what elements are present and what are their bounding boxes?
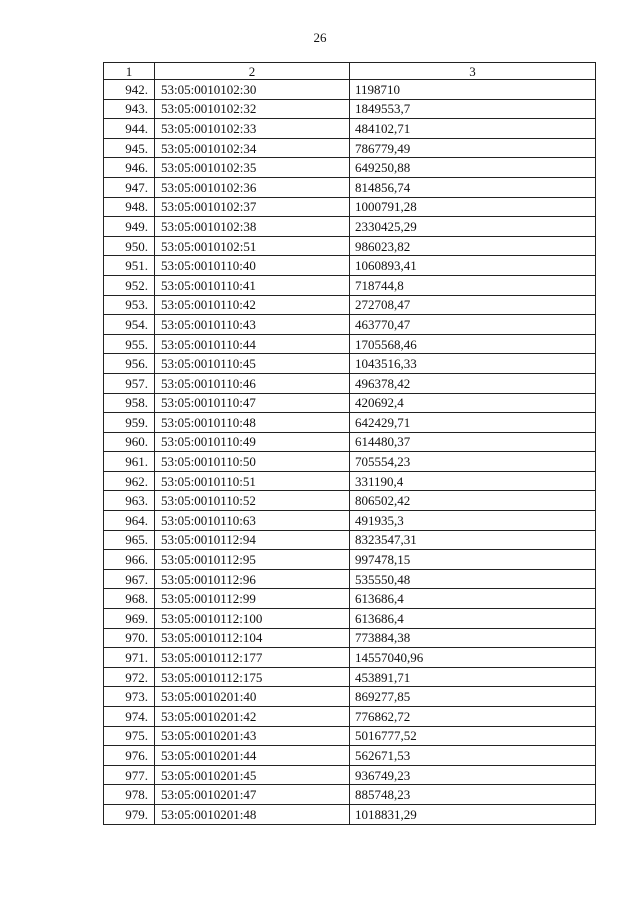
row-number-cell: 976. [104,746,155,766]
cadastral-number-cell: 53:05:0010102:36 [155,177,350,197]
row-number-cell: 961. [104,452,155,472]
row-number-cell: 947. [104,177,155,197]
value-cell: 613686,4 [350,589,596,609]
table-row [104,491,596,511]
value-cell: 491935,3 [350,511,596,531]
cadastral-number-cell: 53:05:0010201:48 [155,804,350,824]
table-row [104,804,596,824]
row-number-cell: 945. [104,138,155,158]
column-header: 1 [104,63,155,80]
value-cell: 420692,4 [350,393,596,413]
row-number-cell: 952. [104,275,155,295]
cadastral-number-cell: 53:05:0010201:43 [155,726,350,746]
value-cell: 786779,49 [350,138,596,158]
table-row [104,687,596,707]
value-cell: 453891,71 [350,667,596,687]
cadastral-number-cell: 53:05:0010112:99 [155,589,350,609]
value-cell: 649250,88 [350,158,596,178]
value-cell: 936749,23 [350,765,596,785]
cadastral-number-cell: 53:05:0010201:42 [155,707,350,727]
cadastral-number-cell: 53:05:0010110:52 [155,491,350,511]
table-row [104,295,596,315]
table-row [104,589,596,609]
cadastral-number-cell: 53:05:0010110:50 [155,452,350,472]
row-number-cell: 943. [104,99,155,119]
table-row [104,569,596,589]
table-row [104,315,596,335]
cadastral-number-cell: 53:05:0010112:177 [155,648,350,668]
table-row [104,217,596,237]
cadastral-number-cell: 53:05:0010112:175 [155,667,350,687]
value-cell: 869277,85 [350,687,596,707]
value-cell: 8323547,31 [350,530,596,550]
table-row [104,177,596,197]
row-number-cell: 972. [104,667,155,687]
row-number-cell: 978. [104,785,155,805]
table-row [104,236,596,256]
value-cell: 814856,74 [350,177,596,197]
column-header: 2 [155,63,350,80]
cadastral-number-cell: 53:05:0010102:33 [155,119,350,139]
row-number-cell: 975. [104,726,155,746]
value-cell: 642429,71 [350,413,596,433]
row-number-cell: 951. [104,256,155,276]
table-row [104,158,596,178]
cadastral-number-cell: 53:05:0010102:34 [155,138,350,158]
table-row [104,138,596,158]
cadastral-number-cell: 53:05:0010110:47 [155,393,350,413]
cadastral-number-cell: 53:05:0010110:46 [155,373,350,393]
table-row [104,373,596,393]
row-number-cell: 964. [104,511,155,531]
cadastral-number-cell: 53:05:0010102:35 [155,158,350,178]
row-number-cell: 960. [104,432,155,452]
table-row [104,471,596,491]
row-number-cell: 970. [104,628,155,648]
row-number-cell: 969. [104,609,155,629]
table-row [104,256,596,276]
row-number-cell: 974. [104,707,155,727]
value-cell: 1849553,7 [350,99,596,119]
value-cell: 1000791,28 [350,197,596,217]
page-number: 26 [313,30,327,45]
cadastral-number-cell: 53:05:0010102:38 [155,217,350,237]
table-row [104,452,596,472]
value-cell: 1705568,46 [350,334,596,354]
value-cell: 562671,53 [350,746,596,766]
value-cell: 1018831,29 [350,804,596,824]
row-number-cell: 953. [104,295,155,315]
row-number-cell: 966. [104,550,155,570]
row-number-cell: 949. [104,217,155,237]
value-cell: 463770,47 [350,315,596,335]
cadastral-number-cell: 53:05:0010112:104 [155,628,350,648]
table-row [104,609,596,629]
table-row [104,432,596,452]
row-number-cell: 959. [104,413,155,433]
cadastral-number-cell: 53:05:0010201:45 [155,765,350,785]
row-number-cell: 965. [104,530,155,550]
cadastral-number-cell: 53:05:0010201:44 [155,746,350,766]
table-body [104,80,596,825]
cadastral-number-cell: 53:05:0010110:40 [155,256,350,276]
table-row [104,275,596,295]
row-number-cell: 971. [104,648,155,668]
row-number-cell: 973. [104,687,155,707]
value-cell: 496378,42 [350,373,596,393]
value-cell: 272708,47 [350,295,596,315]
cadastral-number-cell: 53:05:0010110:42 [155,295,350,315]
table-row [104,354,596,374]
table-row [104,667,596,687]
cadastral-number-cell: 53:05:0010112:96 [155,569,350,589]
value-cell: 773884,38 [350,628,596,648]
table-header-row [104,63,596,80]
cadastral-number-cell: 53:05:0010112:100 [155,609,350,629]
row-number-cell: 968. [104,589,155,609]
value-cell: 718744,8 [350,275,596,295]
value-cell: 986023,82 [350,236,596,256]
row-number-cell: 942. [104,80,155,100]
table-row [104,726,596,746]
value-cell: 331190,4 [350,471,596,491]
cadastral-number-cell: 53:05:0010201:40 [155,687,350,707]
row-number-cell: 979. [104,804,155,824]
table-row [104,119,596,139]
table-row [104,530,596,550]
value-cell: 5016777,52 [350,726,596,746]
value-cell: 1043516,33 [350,354,596,374]
row-number-cell: 967. [104,569,155,589]
value-cell: 885748,23 [350,785,596,805]
cadastral-number-cell: 53:05:0010102:32 [155,99,350,119]
row-number-cell: 954. [104,315,155,335]
cadastral-number-cell: 53:05:0010112:94 [155,530,350,550]
row-number-cell: 963. [104,491,155,511]
row-number-cell: 958. [104,393,155,413]
cadastral-number-cell: 53:05:0010112:95 [155,550,350,570]
cadastral-number-cell: 53:05:0010102:37 [155,197,350,217]
cadastral-number-cell: 53:05:0010110:41 [155,275,350,295]
row-number-cell: 944. [104,119,155,139]
table-row [104,393,596,413]
cadastral-number-cell: 53:05:0010110:63 [155,511,350,531]
value-cell: 1060893,41 [350,256,596,276]
value-cell: 535550,48 [350,569,596,589]
table-row [104,765,596,785]
value-cell: 806502,42 [350,491,596,511]
column-header: 3 [350,63,596,80]
table-row [104,80,596,100]
value-cell: 1198710 [350,80,596,100]
table-row [104,648,596,668]
cadastral-number-cell: 53:05:0010201:47 [155,785,350,805]
row-number-cell: 950. [104,236,155,256]
value-cell: 14557040,96 [350,648,596,668]
row-number-cell: 962. [104,471,155,491]
row-number-cell: 956. [104,354,155,374]
cadastral-number-cell: 53:05:0010110:44 [155,334,350,354]
row-number-cell: 977. [104,765,155,785]
cadastral-number-cell: 53:05:0010102:51 [155,236,350,256]
table-row [104,99,596,119]
cadastral-number-cell: 53:05:0010102:30 [155,80,350,100]
table-row [104,628,596,648]
cadastral-number-cell: 53:05:0010110:48 [155,413,350,433]
cadastral-number-cell: 53:05:0010110:43 [155,315,350,335]
table-row [104,746,596,766]
row-number-cell: 946. [104,158,155,178]
value-cell: 997478,15 [350,550,596,570]
table-row [104,197,596,217]
table-row [104,785,596,805]
cadastral-number-cell: 53:05:0010110:49 [155,432,350,452]
table-row [104,413,596,433]
row-number-cell: 948. [104,197,155,217]
row-number-cell: 955. [104,334,155,354]
cadastral-number-cell: 53:05:0010110:51 [155,471,350,491]
table-row [104,550,596,570]
table-row [104,707,596,727]
value-cell: 776862,72 [350,707,596,727]
cadastral-value-table [103,62,596,825]
cadastral-number-cell: 53:05:0010110:45 [155,354,350,374]
value-cell: 613686,4 [350,609,596,629]
table-row [104,334,596,354]
value-cell: 614480,37 [350,432,596,452]
value-cell: 484102,71 [350,119,596,139]
row-number-cell: 957. [104,373,155,393]
table-row [104,511,596,531]
value-cell: 705554,23 [350,452,596,472]
value-cell: 2330425,29 [350,217,596,237]
